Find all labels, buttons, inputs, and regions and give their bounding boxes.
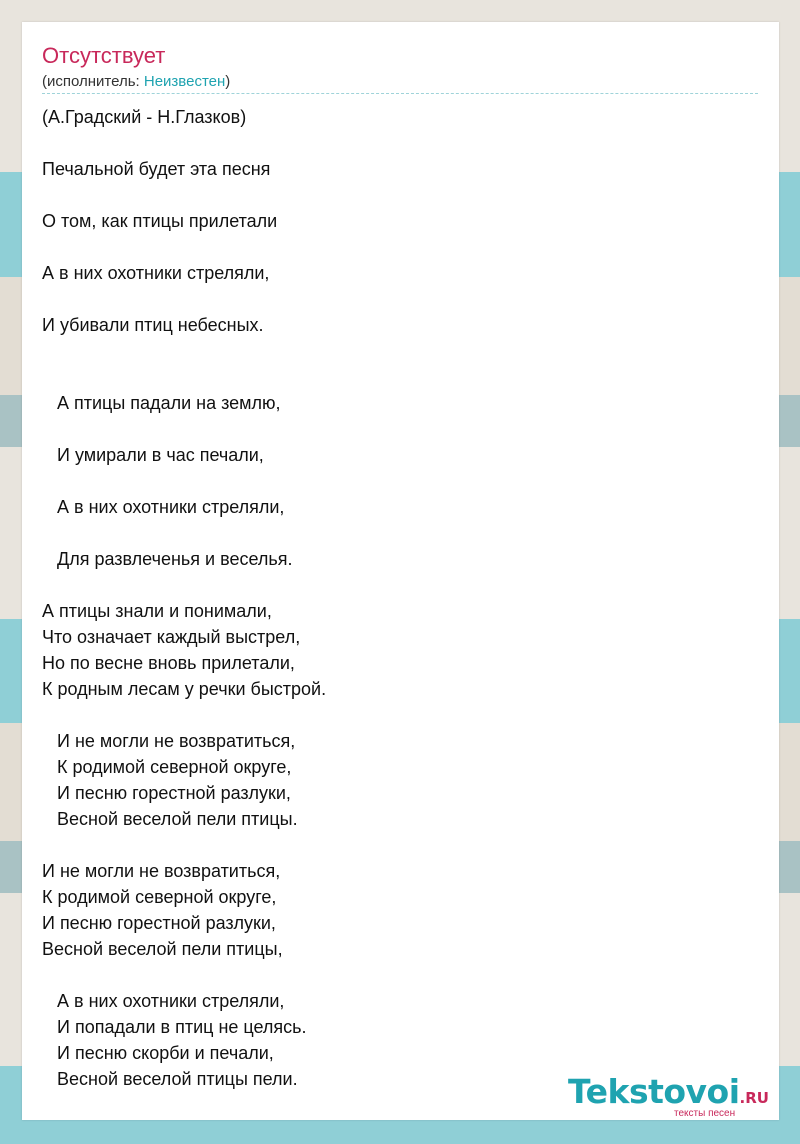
lyrics-line: И песню скорби и печали, [42,1043,274,1063]
lyrics-line: А птицы падали на землю, [42,393,281,413]
lyrics-line [42,364,758,390]
lyrics-line: (А.Градский - Н.Глазков) [42,107,247,127]
lyrics-line: И песню горестной разлуки, [42,783,291,803]
lyrics-line: Но по весне вновь прилетали, [42,653,295,673]
lyrics-line: Что означает каждый выстрел, [42,627,301,647]
lyrics-line [42,572,758,598]
artist-suffix: ) [225,73,231,90]
title-divider [42,93,758,94]
lyrics-line: И умирали в час печали, [42,445,264,465]
artist-link[interactable]: Неизвестен [143,73,226,90]
lyrics-line [42,182,758,208]
artist-line [42,72,230,92]
lyrics-line: И не могли не возвратиться, [42,731,296,751]
lyrics-line: А в них охотники стреляли, [42,991,285,1011]
lyrics-line: А в них охотники стреляли, [42,263,270,283]
lyrics-line: К родимой северной округе, [42,757,292,777]
lyrics-line: И песню горестной разлуки, [42,913,276,933]
logo-tagline: тексты песен [674,1108,736,1119]
logo-domain-suffix: .RU [739,1089,769,1107]
lyrics-line [42,832,758,858]
lyrics-line [42,520,758,546]
lyrics-line [42,286,758,312]
lyrics-line [42,338,758,364]
lyrics-line: К родным лесам у речки быстрой. [42,679,327,699]
lyrics-line: Весной веселой пели птицы. [42,809,298,829]
lyrics-line [42,130,758,156]
lyrics-line: Весной веселой птицы пели. [42,1069,298,1089]
lyrics-line: И убивали птиц небесных. [42,315,264,335]
lyrics-line [42,416,758,442]
artist-prefix: (исполнитель: [42,73,144,90]
lyrics-line: И не могли не возвратиться, [42,861,281,881]
lyrics-line [42,702,758,728]
lyrics-line: Весной веселой пели птицы, [42,939,283,959]
song-title: Отсутствует [42,43,166,68]
site-logo[interactable] [568,1072,778,1120]
lyrics-line: А птицы знали и понимали, [42,601,272,621]
lyrics-line: А в них охотники стреляли, [42,497,285,517]
lyrics-text [42,104,758,1092]
lyrics-line: О том, как птицы прилетали [42,211,278,231]
lyrics-line: Для развлеченья и веселья. [42,549,293,569]
lyrics-line: И попадали в птиц не целясь. [42,1017,307,1037]
lyrics-line [42,962,758,988]
logo-main-text: Tekstovoi [568,1072,740,1111]
lyrics-line [42,468,758,494]
lyrics-line: К родимой северной округе, [42,887,277,907]
lyrics-line [42,234,758,260]
lyrics-line: Печальной будет эта песня [42,159,271,179]
lyrics-card [22,22,779,1120]
logo-wordmark [568,1072,769,1118]
